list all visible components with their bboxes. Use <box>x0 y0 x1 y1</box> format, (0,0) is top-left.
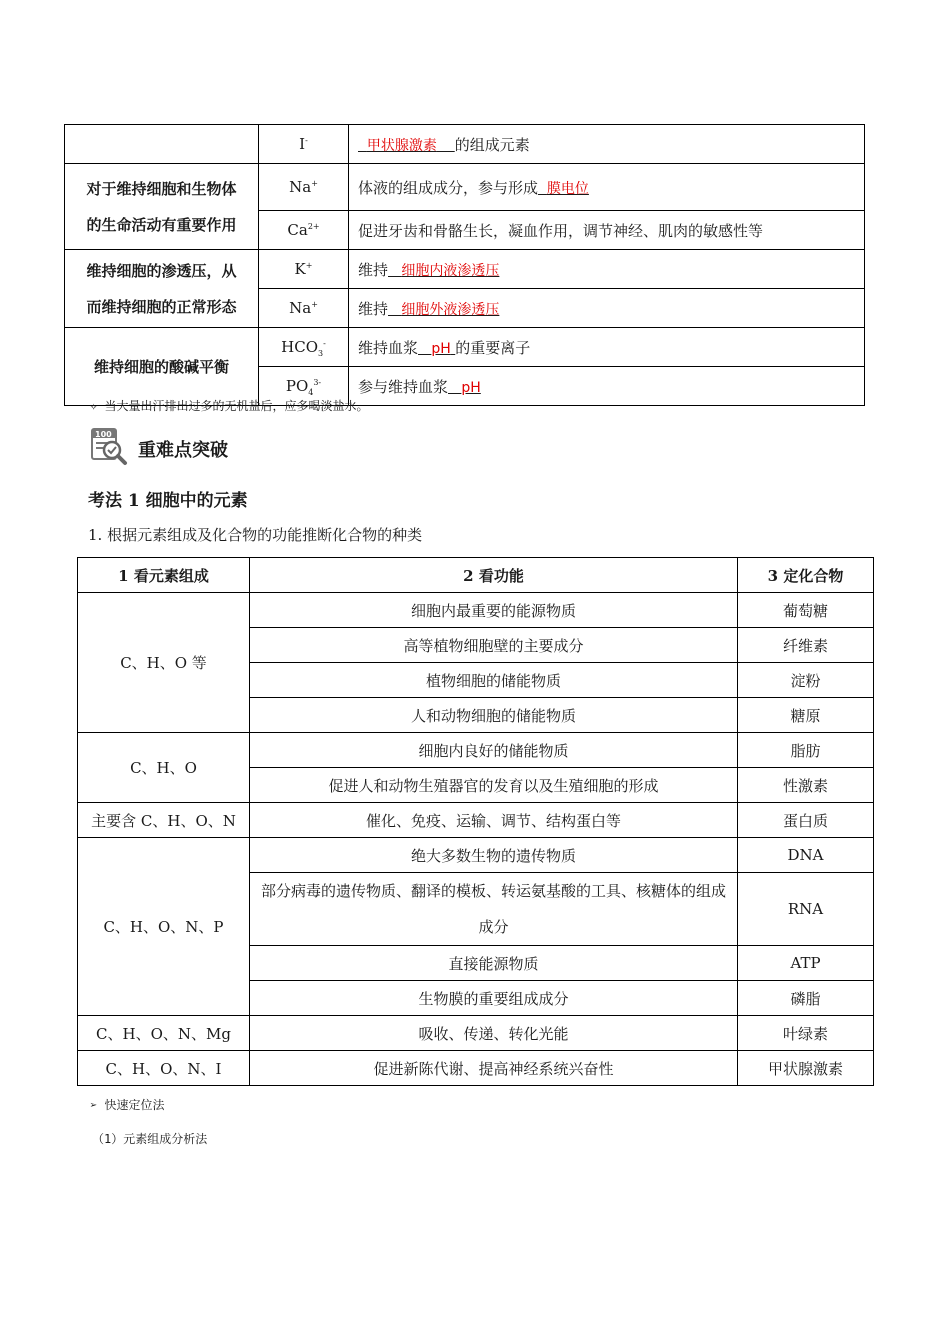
intro-paragraph: 1. 根据元素组成及化合物的功能推断化合物的种类 <box>88 526 423 544</box>
table-row <box>65 164 865 211</box>
ion-cell: I- <box>259 125 349 164</box>
function-cell: 高等植物细胞壁的主要成分 <box>250 628 738 663</box>
table-row <box>78 1016 874 1051</box>
element-cell: C、H、O、N、Mg <box>78 1016 250 1051</box>
element-cell: C、H、O 等 <box>78 593 250 733</box>
answer-blank: 细胞外液渗透压 <box>401 301 500 318</box>
function-cell: 维持 细胞外液渗透压 <box>349 289 865 328</box>
function-cell: 催化、免疫、运输、调节、结构蛋白等 <box>250 803 738 838</box>
ion-cell: Na+ <box>259 164 349 211</box>
function-cell: 细胞内良好的储能物质 <box>250 733 738 768</box>
function-cell: 促进牙齿和骨骼生长，凝血作用，调节神经、肌肉的敏感性等 <box>349 211 865 250</box>
table-row <box>65 250 865 289</box>
table-row <box>78 838 874 873</box>
function-cell: 维持血浆 pH 的重要离子 <box>349 328 865 367</box>
function-cell: 绝大多数生物的遗传物质 <box>250 838 738 873</box>
svg-text:100: 100 <box>95 430 112 439</box>
answer-blank: 甲状腺激素 <box>366 137 437 154</box>
compound-cell: 性激素 <box>738 768 874 803</box>
compound-cell: 甲状腺激素 <box>738 1051 874 1086</box>
column-header: 1 看元素组成 <box>78 558 250 593</box>
compound-cell: 纤维素 <box>738 628 874 663</box>
function-cell: 甲状腺激素 的组成元素 <box>349 125 865 164</box>
answer-blank: pH <box>431 340 451 357</box>
role-cell-empty <box>65 125 259 164</box>
quick-locate-bullet: ➢ 快速定位法 <box>90 1098 165 1112</box>
table-row <box>78 1051 874 1086</box>
answer-blank: pH <box>461 379 481 396</box>
compound-cell: RNA <box>738 873 874 946</box>
salt-function-table <box>64 124 865 406</box>
function-cell: 部分病毒的遗传物质、翻译的模板、转运氨基酸的工具、核糖体的组成成分 <box>250 873 738 946</box>
function-cell: 吸收、传递、转化光能 <box>250 1016 738 1051</box>
function-cell: 植物细胞的储能物质 <box>250 663 738 698</box>
function-cell: 维持 细胞内液渗透压 <box>349 250 865 289</box>
function-cell: 直接能源物质 <box>250 946 738 981</box>
element-cell: C、H、O <box>78 733 250 803</box>
function-cell: 参与维持血浆 pH <box>349 367 865 406</box>
compound-cell: ATP <box>738 946 874 981</box>
role-cell: 对于维持细胞和生物体 的生命活动有重要作用 <box>65 164 259 250</box>
ion-cell: Na+ <box>259 289 349 328</box>
magnifier-score-icon <box>90 426 128 466</box>
compound-cell: 淀粉 <box>738 663 874 698</box>
element-analysis-subheading: （1）元素组成分析法 <box>92 1132 208 1146</box>
column-header: 3 定化合物 <box>738 558 874 593</box>
answer-blank: 细胞内液渗透压 <box>401 262 500 279</box>
compound-cell: DNA <box>738 838 874 873</box>
function-cell: 促进新陈代谢、提高神经系统兴奋性 <box>250 1051 738 1086</box>
function-cell: 促进人和动物生殖器官的发育以及生殖细胞的形成 <box>250 768 738 803</box>
function-cell: 生物膜的重要组成成分 <box>250 981 738 1016</box>
function-cell: 人和动物细胞的储能物质 <box>250 698 738 733</box>
ion-cell: K+ <box>259 250 349 289</box>
role-cell: 维持细胞的酸碱平衡 <box>65 328 259 406</box>
compound-inference-table <box>77 557 874 1086</box>
compound-cell: 蛋白质 <box>738 803 874 838</box>
compound-cell: 叶绿素 <box>738 1016 874 1051</box>
ion-cell: $PO_4^{3-}$ <box>259 367 349 406</box>
compound-cell: 磷脂 <box>738 981 874 1016</box>
table-row <box>65 328 865 367</box>
tip-note: ✧ 当大量出汗排出过多的无机盐后，应多喝淡盐水。 <box>90 399 369 413</box>
section-title: 重难点突破 <box>138 440 228 461</box>
element-cell: C、H、O、N、I <box>78 1051 250 1086</box>
header-row <box>78 558 874 593</box>
function-cell: 细胞内最重要的能源物质 <box>250 593 738 628</box>
function-cell: 体液的组成成分，参与形成 膜电位 <box>349 164 865 211</box>
compound-cell: 脂肪 <box>738 733 874 768</box>
ion-cell: $HCO_3^-$ <box>259 328 349 367</box>
role-cell: 维持细胞的渗透压，从 而维持细胞的正常形态 <box>65 250 259 328</box>
table-row <box>78 593 874 628</box>
column-header: 2 看功能 <box>250 558 738 593</box>
compound-cell: 糖原 <box>738 698 874 733</box>
method-heading: 考法 1 细胞中的元素 <box>88 491 248 511</box>
compound-cell: 葡萄糖 <box>738 593 874 628</box>
table-row <box>78 733 874 768</box>
answer-blank: 膜电位 <box>546 180 589 197</box>
ion-cell: $Ca^{2+}$ <box>259 211 349 250</box>
element-cell: C、H、O、N、P <box>78 838 250 1016</box>
table-row <box>65 125 865 164</box>
table-row <box>78 803 874 838</box>
element-cell: 主要含 C、H、O、N <box>78 803 250 838</box>
